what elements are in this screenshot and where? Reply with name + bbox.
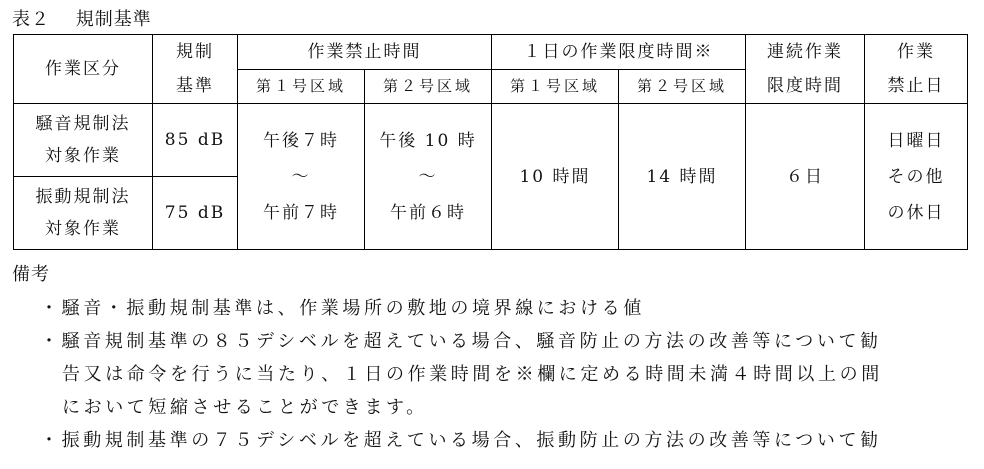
header-zone1-prohibited: 第１号区域: [238, 69, 365, 104]
header-prohibited-day-line: 禁止日: [887, 76, 945, 96]
category-line: 対象作業: [45, 146, 121, 166]
day-line: 日曜日: [887, 130, 945, 151]
header-zone2-daily: 第２号区域: [619, 69, 746, 104]
row-noise-category: [14, 104, 153, 177]
prohibited-days: [865, 104, 968, 250]
remark-item: [40, 292, 980, 325]
header-prohibited-time: 作業禁止時間: [238, 35, 492, 70]
row-noise-standard: 85 dB: [153, 104, 238, 177]
remarks-list: [40, 292, 980, 457]
row-vibration-standard: 75 dB: [153, 177, 238, 250]
remark-line: において短縮させることができます。: [62, 397, 428, 418]
row-vibration-category: [14, 177, 153, 250]
remark-line: ・騒音規制基準の８５デシベルを超えている場合、騒音防止の方法の改善等について勧: [40, 331, 882, 352]
day-line: その他: [887, 166, 945, 187]
table-caption: 表２ 規制基準: [12, 9, 152, 30]
header-standard-line: 規制: [176, 42, 214, 62]
header-zone1-daily: 第１号区域: [492, 69, 619, 104]
time-line: 午後７時: [263, 130, 339, 151]
header-category: 作業区分: [14, 35, 153, 104]
header-consecutive-line: 連続作業: [767, 42, 843, 62]
time-line: 午前６時: [390, 202, 466, 223]
header-prohibited-day: [865, 35, 968, 104]
zone1-daily-limit: 10 時間: [492, 104, 619, 250]
header-prohibited-day-line: 作業: [897, 42, 935, 62]
header-daily-limit: １日の作業限度時間※: [492, 35, 746, 70]
header-zone2-prohibited: 第２号区域: [365, 69, 492, 104]
time-line: ～: [418, 166, 438, 187]
zone1-prohibited-time: [238, 104, 365, 250]
category-line: 振動規制法: [35, 187, 131, 207]
category-line: 騒音規制法: [35, 114, 131, 134]
remark-line: ・振動規制基準の７５デシベルを超えている場合、振動防止の方法の改善等について勧: [40, 430, 882, 451]
time-line: 午後 10 時: [379, 130, 477, 151]
remarks-heading: 備考: [12, 264, 50, 285]
header-consecutive-limit: [746, 35, 865, 104]
zone2-daily-limit: 14 時間: [619, 104, 746, 250]
category-line: 対象作業: [45, 219, 121, 239]
day-line: の休日: [887, 202, 945, 223]
consecutive-days: ６日: [746, 104, 865, 250]
zone2-prohibited-time: [365, 104, 492, 250]
remark-line: ・騒音・振動規制基準は、作業場所の敷地の境界線における値: [40, 298, 645, 319]
remark-line: 告又は命令を行うに当たり、１日の作業時間を※欄に定める時間未満４時間以上の間: [62, 364, 883, 385]
regulation-standards-table: [13, 34, 968, 250]
remark-item: [40, 424, 980, 457]
time-line: 午前７時: [263, 202, 339, 223]
header-standard-line: 基準: [176, 76, 214, 96]
time-line: ～: [291, 166, 311, 187]
remark-item: [40, 325, 980, 424]
header-standard: [153, 35, 238, 104]
header-consecutive-line: 限度時間: [767, 76, 843, 96]
